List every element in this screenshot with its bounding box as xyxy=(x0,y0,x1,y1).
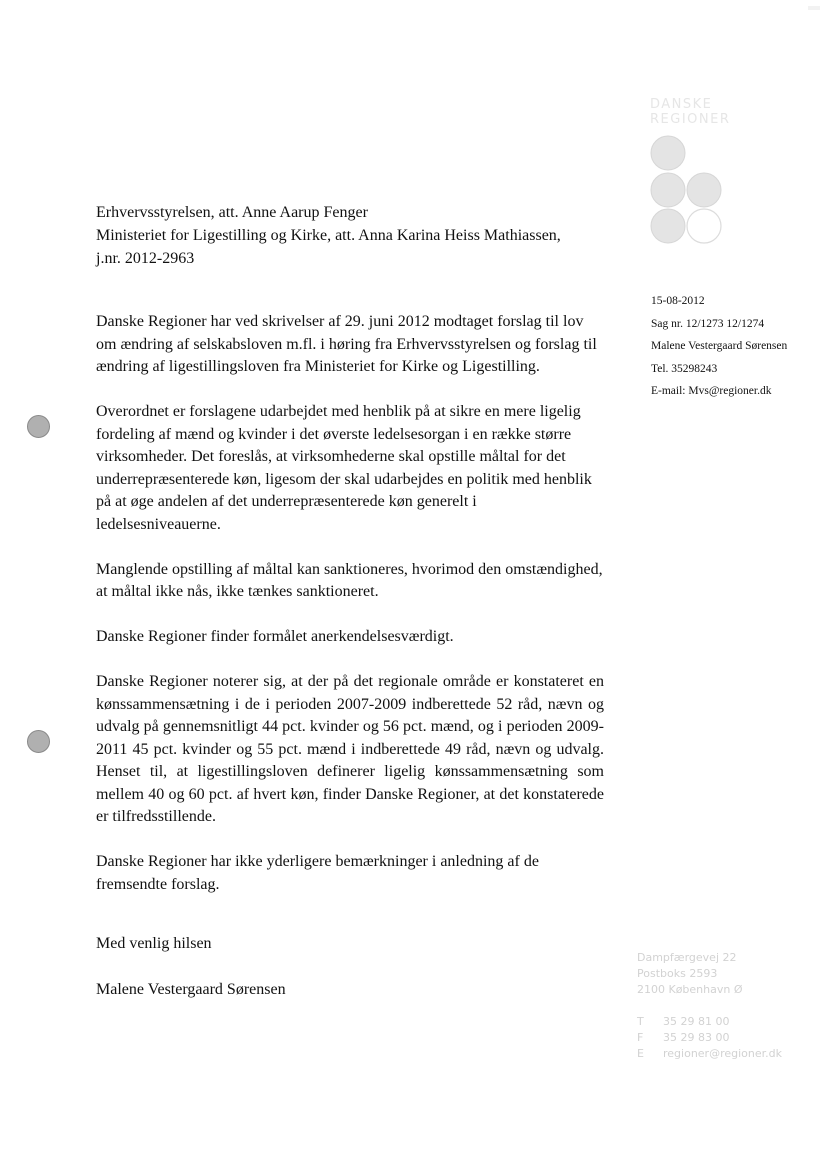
logo-line-1: DANSKE xyxy=(650,97,713,112)
recipient-block xyxy=(96,201,616,270)
body-paragraph: Danske Regioner noterer sig, at der på det regionale område er konstateret en kønssammensætning i de i perioden 2007-2009 indberettede 52 råd, nævn og udvalg på gennemsnitligt 44 pct. kvinder og 56 pct. mænd, og i perioden 2009-2011 45 pct. kvinder og 55 pct. mænd i indberettede 49 råd, nævn og udvalg. Henset til, at ligestillingsloven definerer ligelig kønssammensætning som mellem 40 og 60 pct. af hvert køn, finder Danske Regioner, at det konstaterede er tilfredsstillende. xyxy=(96,673,604,825)
footer-address xyxy=(637,950,743,998)
contact-label: F xyxy=(637,1031,644,1044)
case-number: Sag nr. 12/1273 12/1274 xyxy=(651,317,765,330)
body-paragraph: Danske Regioner har ikke yderligere bemærkninger i anledning af de fremsendte forslag. xyxy=(96,853,539,893)
page-corner-mark xyxy=(808,6,820,10)
author-phone: Tel. 35298243 xyxy=(651,362,718,375)
body-paragraph: Danske Regioner finder formålet anerkendelsesværdigt. xyxy=(96,628,454,645)
contact-row xyxy=(637,1030,782,1046)
contact-row xyxy=(637,1046,782,1062)
closing-salutation: Med venlig hilsen xyxy=(96,935,212,952)
address-line: Dampfærgevej 22 xyxy=(637,951,737,964)
address-line: Postboks 2593 xyxy=(637,967,718,980)
signer-name: Malene Vestergaard Sørensen xyxy=(96,981,286,998)
contact-value: 35 29 83 00 xyxy=(663,1031,730,1044)
contact-value: regioner@regioner.dk xyxy=(663,1047,782,1060)
logo-circles-icon xyxy=(648,133,728,248)
letter-date: 15-08-2012 xyxy=(651,295,705,307)
contact-row xyxy=(637,1014,782,1030)
body-paragraph: Manglende opstilling af måltal kan sanktioneres, hvorimod den omstændighed, at måltal ikke nås, ikke tænkes sanktioneret. xyxy=(96,560,603,600)
footer-contact xyxy=(637,1014,782,1062)
body-paragraph: Danske Regioner har ved skrivelser af 29. juni 2012 modtaget forslag til lov om ændring af selskabsloven m.fl. i høring fra Erhvervsstyrelsen og forslag til ændring af ligestillingsloven fra Ministeriet for Kirke og Ligestilling. xyxy=(96,313,597,375)
logo-wordmark xyxy=(650,97,730,127)
body-paragraph: Overordnet er forslagene udarbejdet med henblik på at sikre en mere ligelig fordeling af mænd og kvinder i det øverste ledelsesorgan i en række større virksomheder. Det foreslås, at virksomhederne skal opstille måltal for det underrepræsenterede køn, ligesom der skal udarbejdes en politik med henblik på at øge andelen af det underrepræsenterede køn generelt i ledelsesniveauerne. xyxy=(96,403,592,533)
punch-hole-icon xyxy=(27,415,50,438)
letter-body xyxy=(96,311,604,919)
recipient-line: j.nr. 2012-2963 xyxy=(96,250,195,267)
contact-label: E xyxy=(637,1047,644,1060)
address-line: 2100 København Ø xyxy=(637,983,743,996)
author-name: Malene Vestergaard Sørensen xyxy=(651,340,788,352)
recipient-line: Erhvervsstyrelsen, att. Anne Aarup Fenger xyxy=(96,204,368,221)
letter-meta xyxy=(651,290,787,403)
contact-label: T xyxy=(637,1015,644,1028)
punch-hole-icon xyxy=(27,730,50,753)
author-email: E-mail: Mvs@regioner.dk xyxy=(651,385,772,397)
recipient-line: Ministeriet for Ligestilling og Kirke, att. Anna Karina Heiss Mathiassen, xyxy=(96,227,561,244)
contact-value: 35 29 81 00 xyxy=(663,1015,730,1028)
logo-line-2: REGIONER xyxy=(650,112,731,127)
